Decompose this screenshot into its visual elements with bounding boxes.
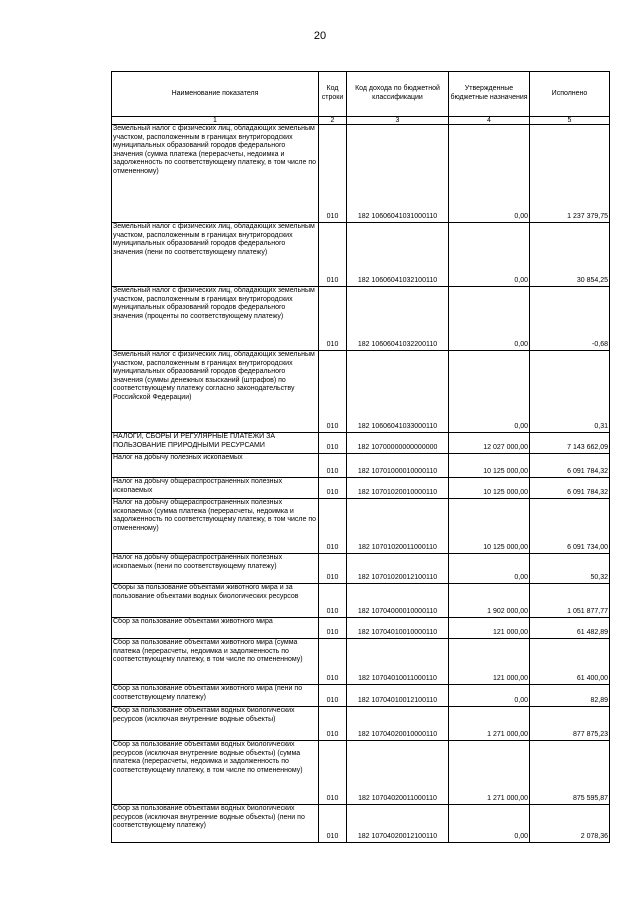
row-name: Земельный налог с физических лиц, обладающих земельным участком, расположенным в границах внутригородских муниципальных образований городов федерального значения (проценты по соответствующему платежу) [112, 287, 319, 351]
row-kbk: 182 10704010012100110 [347, 685, 449, 707]
row-name: Сбор за пользование объектами животного мира [112, 618, 319, 639]
row-approved: 121 000,00 [449, 618, 530, 639]
column-number: 1 [112, 117, 319, 125]
row-approved: 1 271 000,00 [449, 707, 530, 741]
row-code: 010 [319, 639, 347, 685]
table-row [112, 454, 610, 478]
header-code [319, 72, 347, 117]
row-approved: 10 125 000,00 [449, 454, 530, 478]
header-name: Наименование показателя [112, 72, 319, 117]
row-approved: 0,00 [449, 351, 530, 433]
table-row [112, 125, 610, 223]
table-header-row [112, 72, 610, 117]
row-name: Сбор за пользование объектами животного мира (пени по соответствующему платежу) [112, 685, 319, 707]
row-approved: 0,00 [449, 287, 530, 351]
row-kbk: 182 10704000010000110 [347, 584, 449, 618]
row-code: 010 [319, 741, 347, 805]
row-executed: 875 595,87 [530, 741, 610, 805]
row-kbk: 182 10606041031000110 [347, 125, 449, 223]
row-name: Сбор за пользование объектами водных биологических ресурсов (исключая внутренние водные объекты) (пени по соответствующему платежу) [112, 805, 319, 843]
row-name: Земельный налог с физических лиц, обладающих земельным участком, расположенным в границах внутригородских муниципальных образований городов федерального значения (пени по соответствующему платежу) [112, 223, 319, 287]
row-approved: 0,00 [449, 125, 530, 223]
table-row [112, 351, 610, 433]
row-code: 010 [319, 287, 347, 351]
row-executed: 7 143 662,09 [530, 433, 610, 454]
revenue-table [111, 71, 610, 843]
row-executed: 6 091 784,32 [530, 478, 610, 499]
row-kbk: 182 10704010010000110 [347, 618, 449, 639]
row-code: 010 [319, 707, 347, 741]
row-name: Земельный налог с физических лиц, обладающих земельным участком, расположенным в границах внутригородских муниципальных образований городов федерального значения (сумма платежа (перерасчеты, недоимка и задолженность по соответствующему платежу, в том числе по отмененному) [112, 125, 319, 223]
row-code: 010 [319, 454, 347, 478]
row-code: 010 [319, 805, 347, 843]
row-name: НАЛОГИ, СБОРЫ И РЕГУЛЯРНЫЕ ПЛАТЕЖИ ЗА ПОЛЬЗОВАНИЕ ПРИРОДНЫМИ РЕСУРСАМИ [112, 433, 319, 454]
row-code: 010 [319, 351, 347, 433]
row-approved: 1 271 000,00 [449, 741, 530, 805]
row-name: Сбор за пользование объектами животного мира (сумма платежа (перерасчеты, недоимка и задолженность по соответствующему платежу, в том числе по отмененному) [112, 639, 319, 685]
row-executed: 61 400,00 [530, 639, 610, 685]
header-approved: Утвержденные бюджетные назначения [449, 72, 530, 117]
column-number: 5 [530, 117, 610, 125]
row-kbk: 182 10704020011000110 [347, 741, 449, 805]
row-kbk: 182 10701020010000110 [347, 478, 449, 499]
row-executed: 1 051 877,77 [530, 584, 610, 618]
row-executed: 2 078,36 [530, 805, 610, 843]
row-kbk: 182 10606041032200110 [347, 287, 449, 351]
header-executed: Исполнено [530, 72, 610, 117]
row-kbk: 182 10701020012100110 [347, 554, 449, 584]
table-row [112, 499, 610, 554]
row-executed: 1 237 379,75 [530, 125, 610, 223]
row-approved: 0,00 [449, 223, 530, 287]
row-kbk: 182 10700000000000000 [347, 433, 449, 454]
row-name: Сбор за пользование объектами водных биологических ресурсов (исключая внутренние водные объекты) [112, 707, 319, 741]
row-executed: 6 091 784,32 [530, 454, 610, 478]
row-kbk: 182 10701020011000110 [347, 499, 449, 554]
row-code: 010 [319, 125, 347, 223]
row-executed: 0,31 [530, 351, 610, 433]
table-row [112, 618, 610, 639]
row-executed: 877 875,23 [530, 707, 610, 741]
table-row [112, 554, 610, 584]
row-code: 010 [319, 478, 347, 499]
row-kbk: 182 10704020010000110 [347, 707, 449, 741]
row-kbk: 182 10606041033000110 [347, 351, 449, 433]
row-approved: 1 902 000,00 [449, 584, 530, 618]
table-row [112, 287, 610, 351]
table-row [112, 433, 610, 454]
row-executed: 82,89 [530, 685, 610, 707]
row-approved: 0,00 [449, 805, 530, 843]
row-code: 010 [319, 433, 347, 454]
row-code: 010 [319, 499, 347, 554]
row-name: Налог на добычу общераспространенных полезных ископаемых (пени по соответствующему платежу) [112, 554, 319, 584]
table-row [112, 639, 610, 685]
table-row [112, 478, 610, 499]
row-approved: 0,00 [449, 685, 530, 707]
row-code: 010 [319, 618, 347, 639]
row-kbk: 182 10704020012100110 [347, 805, 449, 843]
row-approved: 10 125 000,00 [449, 499, 530, 554]
row-approved: 121 000,00 [449, 639, 530, 685]
row-kbk: 182 10701000010000110 [347, 454, 449, 478]
row-executed: 6 091 734,00 [530, 499, 610, 554]
row-code: 010 [319, 584, 347, 618]
row-kbk: 182 10704010011000110 [347, 639, 449, 685]
row-approved: 10 125 000,00 [449, 478, 530, 499]
row-executed: 50,32 [530, 554, 610, 584]
row-name: Налог на добычу общераспространенных полезных ископаемых [112, 478, 319, 499]
header-code-line2: строки [321, 94, 344, 101]
row-executed: 61 482,89 [530, 618, 610, 639]
table-row [112, 223, 610, 287]
column-number: 4 [449, 117, 530, 125]
row-name: Земельный налог с физических лиц, обладающих земельным участком, расположенным в границах внутригородских муниципальных образований городов федерального значения (суммы денежных взысканий (штрафов) по соответствующему платежу согласно законодательству Российской Федерации) [112, 351, 319, 433]
header-kbk: Код дохода по бюджетной классификации [347, 72, 449, 117]
row-code: 010 [319, 223, 347, 287]
row-name: Сборы за пользование объектами животного мира и за пользование объектами водных биологических ресурсов [112, 584, 319, 618]
row-executed: -0,68 [530, 287, 610, 351]
row-kbk: 182 10606041032100110 [347, 223, 449, 287]
table-row [112, 805, 610, 843]
column-number: 3 [347, 117, 449, 125]
page-number: 20 [313, 30, 327, 42]
row-executed: 30 854,25 [530, 223, 610, 287]
table-row [112, 584, 610, 618]
row-name: Налог на добычу общераспространенных полезных ископаемых (сумма платежа (перерасчеты, недоимка и задолженность по соответствующему платежу, в том числе по отмененному) [112, 499, 319, 554]
table-row [112, 741, 610, 805]
column-number: 2 [319, 117, 347, 125]
table-row [112, 685, 610, 707]
table-row [112, 707, 610, 741]
row-approved: 0,00 [449, 554, 530, 584]
row-approved: 12 027 000,00 [449, 433, 530, 454]
header-code-line1: Код [326, 85, 339, 93]
row-name: Сбор за пользование объектами водных биологических ресурсов (исключая внутренние водные объекты) (сумма платежа (перерасчеты, недоимка и задолженность по соответствующему платежу, в том числе по отмененному) [112, 741, 319, 805]
table-body [112, 125, 610, 843]
row-name: Налог на добычу полезных ископаемых [112, 454, 319, 478]
row-code: 010 [319, 554, 347, 584]
column-number-row [112, 117, 610, 125]
row-code: 010 [319, 685, 347, 707]
